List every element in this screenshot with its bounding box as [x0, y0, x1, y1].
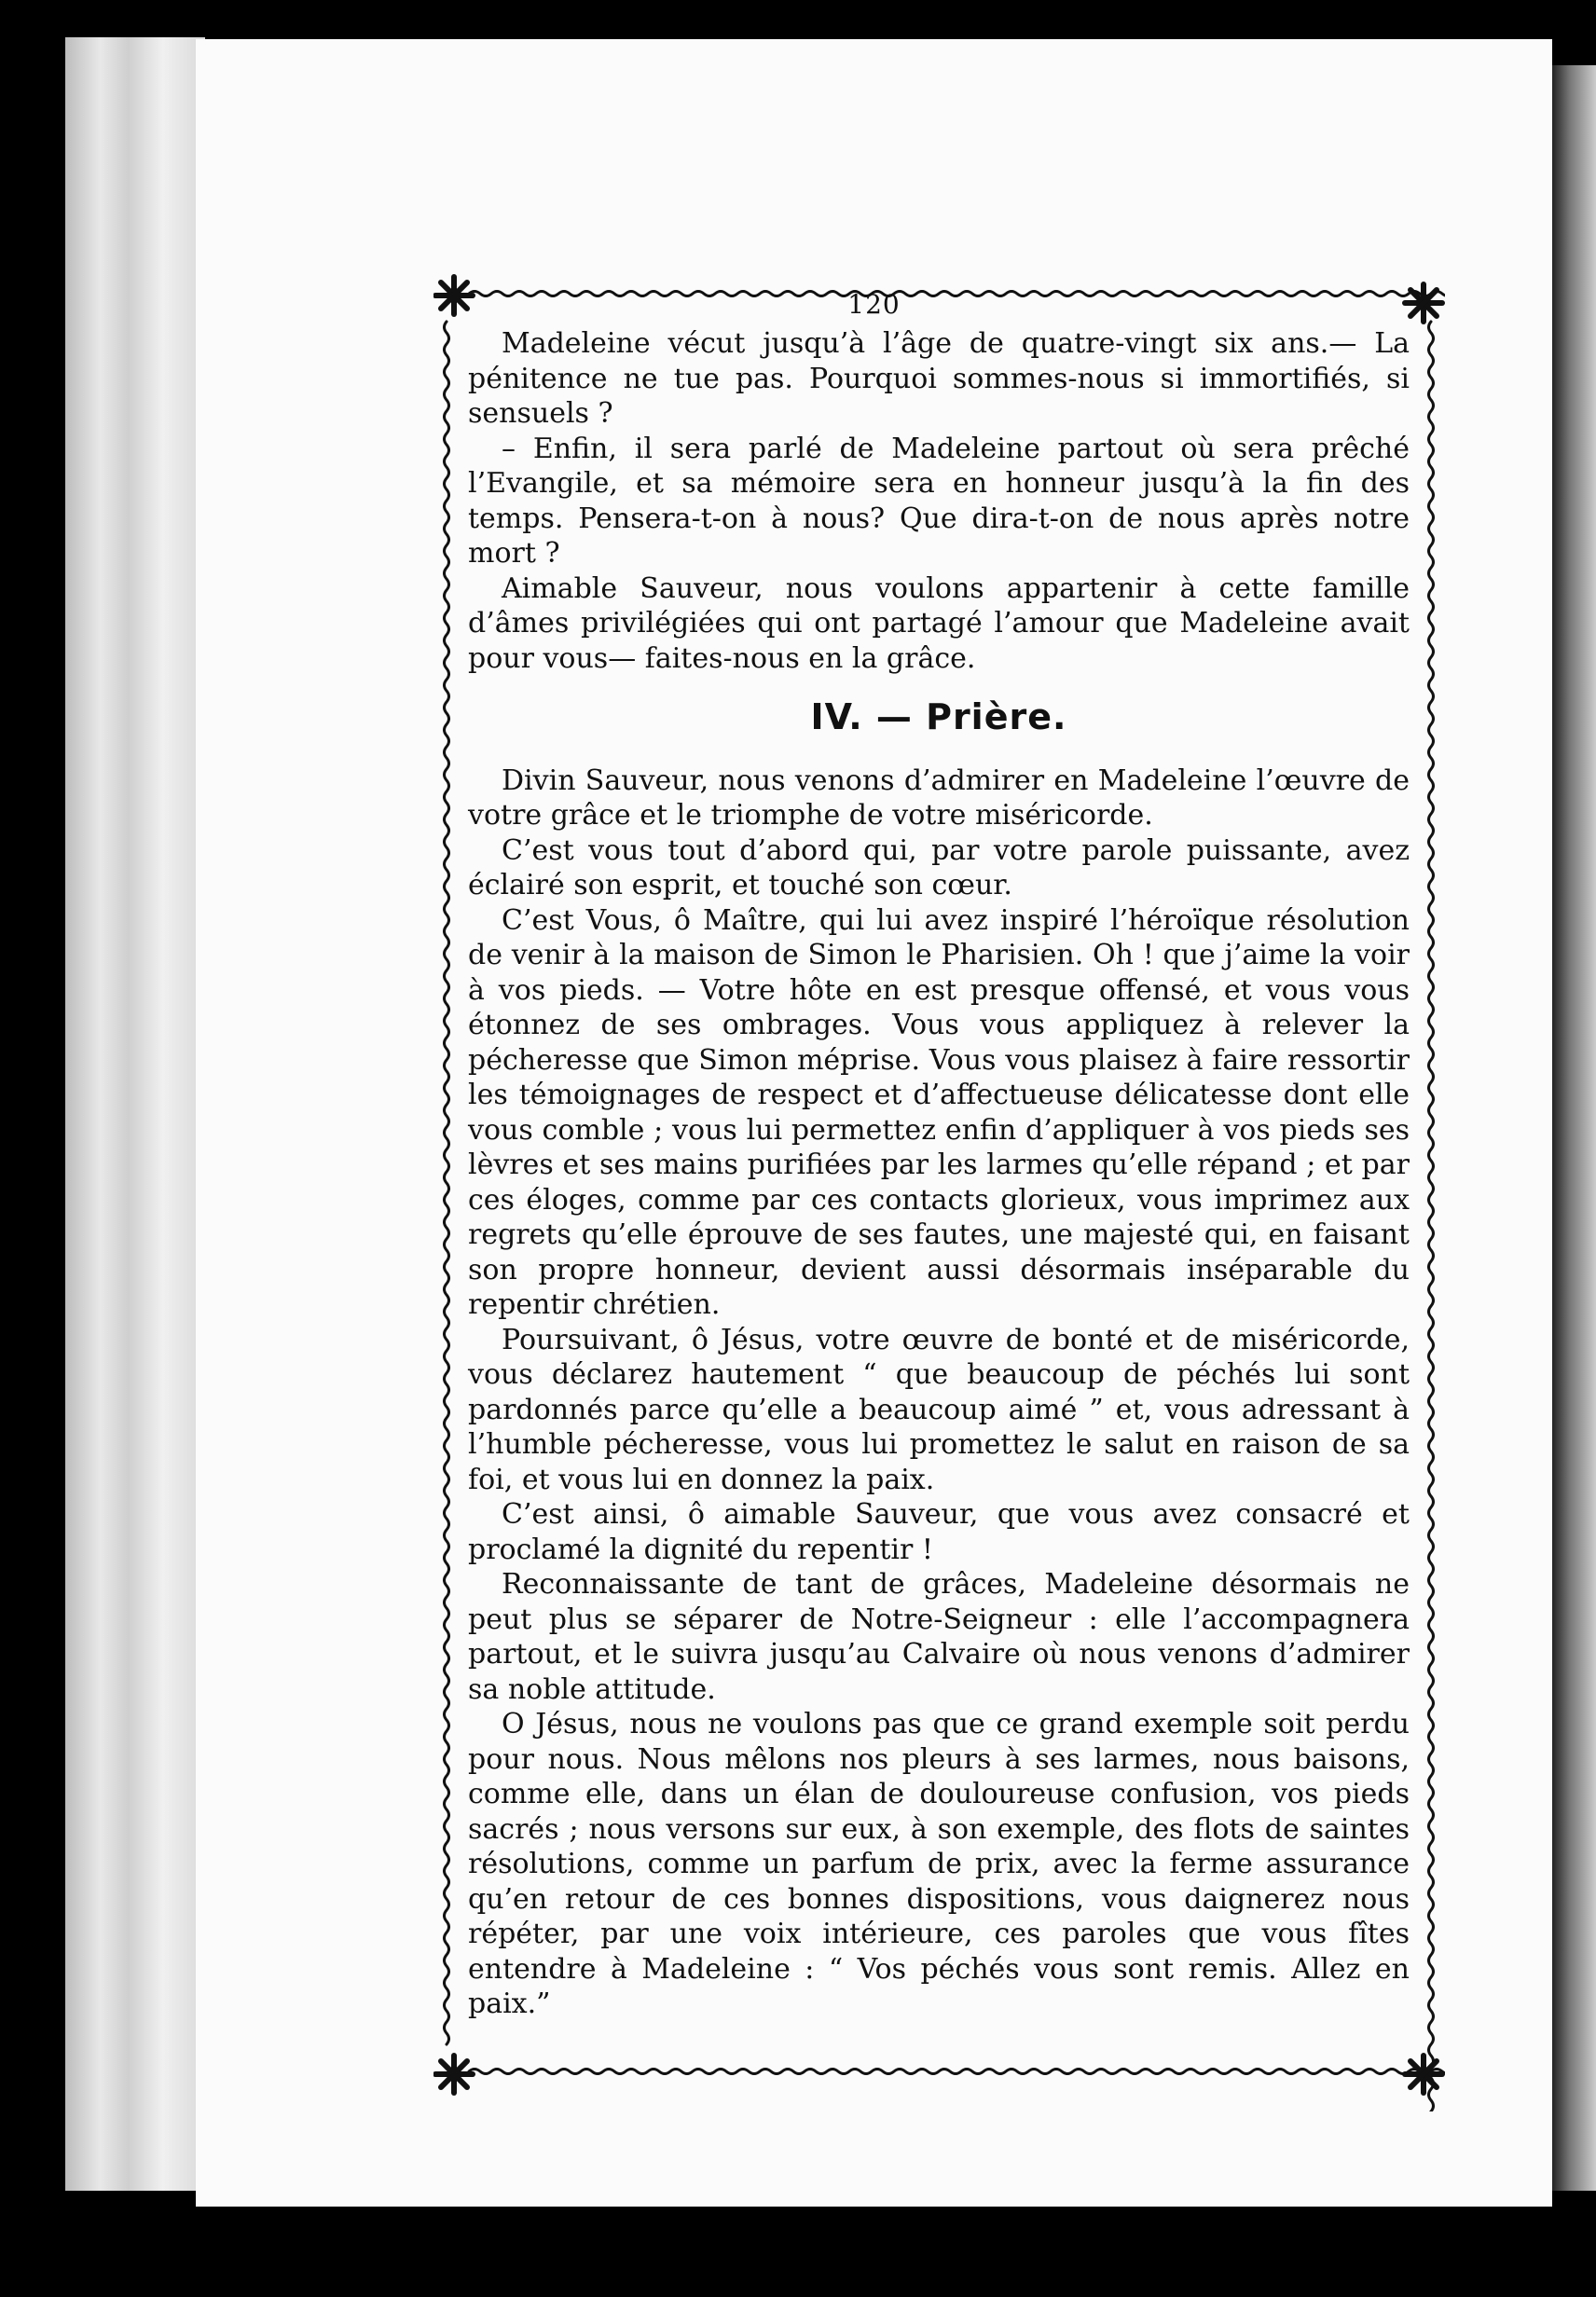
paragraph: C’est Vous, ô Maître, qui lui avez inspiré l’héroïque résolution de venir à la maison de Simon le Pharisien. Oh ! que j’aime la voir à vos pieds. — Votre hôte en est presque offensé, et vous vous étonnez de ses ombrages. Vous vous appliquez à relever la pécheresse que Simon méprise. Vous vous plaisez à faire ressortir les témoignages de respect et d’affectueuse délicatesse dont elle vous comble ; vous lui permettez enfin d’appliquer à vos pieds ses lèvres et ses mains purifiées par les larmes qu’elle répand ; et par ces éloges, comme par ces contacts glorieux, vous imprimez aux regrets qu’elle éprouve de ses fautes, une majesté qui, en faisant son propre honneur, devient aussi désormais inséparable du repentir chrétien.	[468, 903, 1410, 1321]
corner-rosette-icon	[435, 2056, 473, 2093]
right-border-rule	[1429, 322, 1434, 2111]
section-heading: IV. — Prière.	[810, 696, 1067, 737]
paragraph: Divin Sauveur, nous venons d’admirer en Madeleine l’œuvre de votre grâce et le triomphe de votre miséricorde.	[468, 763, 1410, 832]
page-number: 120	[847, 289, 901, 320]
corner-rosette-icon	[1405, 2056, 1442, 2093]
paragraph: – Enfin, il sera parlé de Madeleine partout où sera prêché l’Evangile, et sa mémoire sera en honneur jusqu’à la fin des temps. Pensera-t-on à nous? Que dira-t-on de nous après notre mort ?	[468, 432, 1410, 570]
paragraph: C’est vous tout d’abord qui, par votre parole puissante, avez éclairé son esprit, et touché son cœur.	[468, 833, 1410, 901]
paragraph: O Jésus, nous ne voulons pas que ce grand exemple soit perdu pour nous. Nous mêlons nos pleurs à ses larmes, nous baisons, comme elle, dans un élan de douloureuse confusion, vos pieds sacrés ; nous versons sur eux, à son exemple, des flots de saintes résolutions, comme un parfum de prix, avec la ferme assurance qu’en retour de ces bonnes dispositions, vous daignerez nous répéter, par une voix intérieure, ces paroles que vous fîtes entendre à Madeleine : “ Vos péchés vous sont remis. Allez en paix.”	[468, 1708, 1410, 2020]
corner-rosette-icon	[435, 277, 473, 314]
paragraph: Aimable Sauveur, nous voulons appartenir à cette famille d’âmes privilégiées qui ont partagé l’amour que Madeleine avait pour vous— faites-nous en la grâce.	[468, 571, 1410, 675]
paragraph: Poursuivant, ô Jésus, votre œuvre de bonté et de miséricorde, vous déclarez hautement “ que beaucoup de péchés lui sont pardonnés parce qu’elle a beaucoup aimé ” et, vous adressant à l’humble pécheresse, vous lui promettez le salut en raison de sa foi, et vous lui en donnez la paix.	[468, 1323, 1410, 1496]
top-border-rule	[469, 292, 1445, 296]
corner-rosette-icon	[1405, 284, 1442, 322]
paragraph: C’est ainsi, ô aimable Sauveur, que vous avez consacré et proclamé la dignité du repentir !	[468, 1498, 1410, 1566]
bottom-border-rule	[469, 2070, 1445, 2074]
paragraph: Reconnaissante de tant de grâces, Madeleine désormais ne peut plus se séparer de Notre-Seigneur : elle l’accompagnera partout, et le suivra jusqu’au Calvaire où nous venons d’admirer sa noble attitude.	[468, 1568, 1410, 1706]
left-border-rule	[445, 322, 449, 2044]
book-right-edge	[1552, 65, 1596, 2191]
paragraph: Madeleine vécut jusqu’à l’âge de quatre-vingt six ans.— La pénitence ne tue pas. Pourquoi sommes-nous si immortifiés, si sensuels ?	[468, 327, 1410, 430]
book-page-edges	[65, 37, 205, 2191]
page-text	[468, 326, 1410, 2022]
